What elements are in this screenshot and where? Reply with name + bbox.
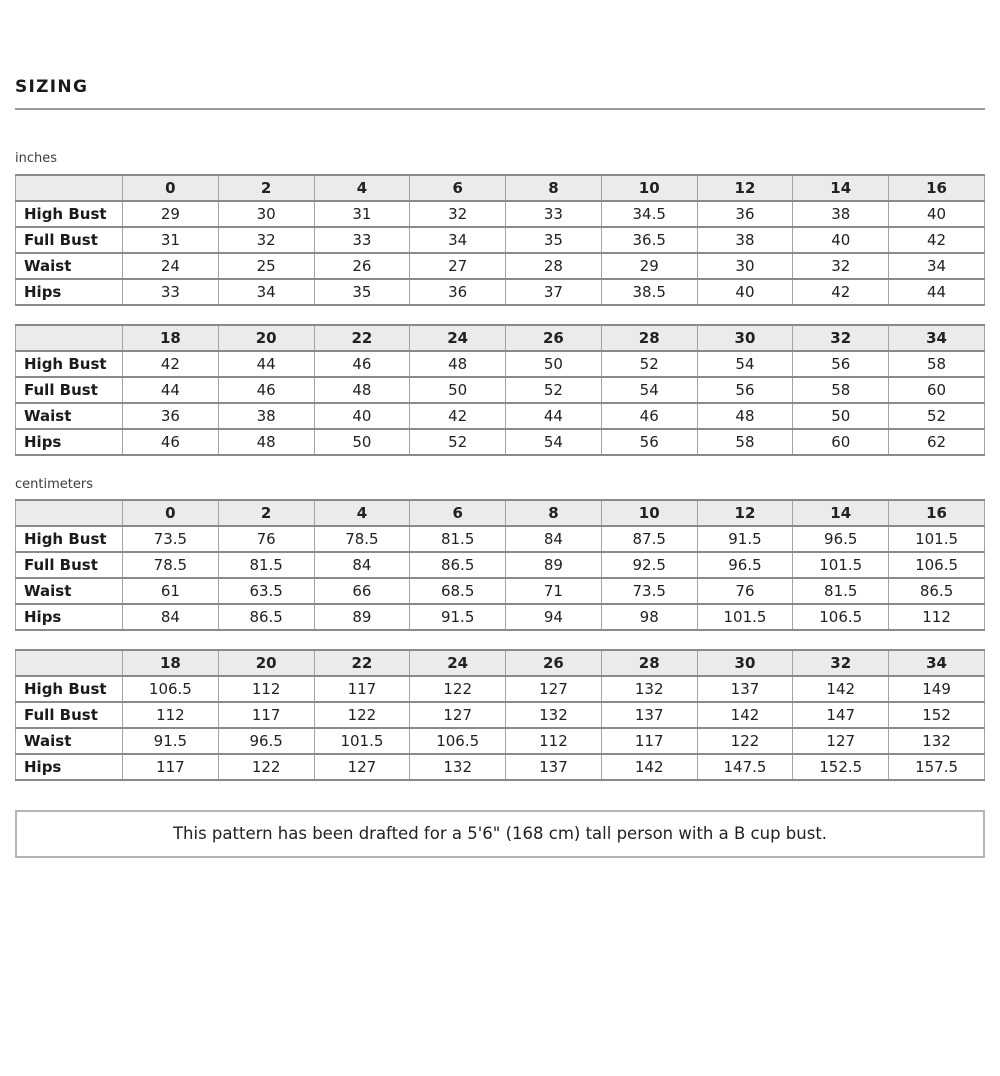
size-header-row [16, 175, 985, 201]
measurement-label: High Bust [16, 676, 123, 702]
measurement-value: 58 [697, 429, 793, 455]
measurement-value: 117 [314, 676, 410, 702]
measurement-value: 78.5 [123, 552, 219, 578]
measurement-value: 81.5 [218, 552, 314, 578]
measurement-value: 106.5 [123, 676, 219, 702]
page-title: SIZING [15, 77, 89, 97]
measurement-row [16, 279, 985, 305]
measurement-label: Full Bust [16, 702, 123, 728]
measurement-row [16, 227, 985, 253]
measurement-row [16, 403, 985, 429]
measurement-value: 58 [793, 377, 889, 403]
measurement-value: 86.5 [410, 552, 506, 578]
measurement-value: 56 [697, 377, 793, 403]
measurement-row [16, 377, 985, 403]
measurement-value: 40 [314, 403, 410, 429]
measurement-value: 38 [793, 201, 889, 227]
measurement-value: 32 [410, 201, 506, 227]
measurement-value: 127 [410, 702, 506, 728]
size-column-header: 26 [506, 325, 602, 351]
title-divider [15, 108, 985, 110]
size-column-header: 22 [314, 325, 410, 351]
measurement-value: 50 [793, 403, 889, 429]
measurement-value: 48 [697, 403, 793, 429]
measurement-value: 34 [889, 253, 985, 279]
measurement-value: 38 [697, 227, 793, 253]
measurement-value: 73.5 [601, 578, 697, 604]
measurement-value: 76 [218, 526, 314, 552]
measurement-value: 61 [123, 578, 219, 604]
measurement-value: 50 [506, 351, 602, 377]
measurement-value: 127 [314, 754, 410, 780]
size-header-row [16, 650, 985, 676]
measurement-value: 56 [793, 351, 889, 377]
measurement-value: 96.5 [218, 728, 314, 754]
measurement-value: 117 [601, 728, 697, 754]
measurement-row [16, 201, 985, 227]
measurement-value: 132 [506, 702, 602, 728]
size-column-header: 12 [697, 175, 793, 201]
measurement-value: 142 [601, 754, 697, 780]
size-column-header: 12 [697, 500, 793, 526]
measurement-value: 101.5 [889, 526, 985, 552]
measurement-label: High Bust [16, 526, 123, 552]
size-column-header: 28 [601, 650, 697, 676]
measurement-value: 101.5 [793, 552, 889, 578]
measurement-value: 46 [123, 429, 219, 455]
measurement-row [16, 676, 985, 702]
sizing-page [0, 76, 1000, 858]
sizing-table-inches-sizes-0-16 [15, 174, 985, 306]
measurement-value: 101.5 [314, 728, 410, 754]
measurement-value: 152.5 [793, 754, 889, 780]
unit-label-centimeters: centimeters [15, 476, 93, 492]
size-column-header: 16 [889, 175, 985, 201]
measurement-label: Full Bust [16, 377, 123, 403]
size-column-header: 34 [889, 650, 985, 676]
measurement-value: 40 [793, 227, 889, 253]
measurement-label: Waist [16, 403, 123, 429]
measurement-value: 36 [123, 403, 219, 429]
unit-label-inches: inches [15, 150, 58, 166]
measurement-value: 106.5 [410, 728, 506, 754]
measurement-value: 48 [410, 351, 506, 377]
measurement-row [16, 526, 985, 552]
measurement-value: 27 [410, 253, 506, 279]
measurement-value: 52 [889, 403, 985, 429]
measurement-row [16, 728, 985, 754]
measurement-value: 44 [889, 279, 985, 305]
measurement-value: 44 [218, 351, 314, 377]
measurement-row [16, 253, 985, 279]
measurement-value: 89 [314, 604, 410, 630]
measurement-value: 91.5 [697, 526, 793, 552]
measurement-value: 24 [123, 253, 219, 279]
measurement-value: 117 [123, 754, 219, 780]
measurement-value: 36 [410, 279, 506, 305]
measurement-value: 68.5 [410, 578, 506, 604]
measurement-value: 122 [314, 702, 410, 728]
measurement-value: 60 [793, 429, 889, 455]
measurement-label: Waist [16, 728, 123, 754]
size-column-header: 20 [218, 325, 314, 351]
measurement-value: 28 [506, 253, 602, 279]
size-column-header: 10 [601, 175, 697, 201]
measurement-label: Hips [16, 604, 123, 630]
size-column-header: 4 [314, 500, 410, 526]
measurement-value: 52 [506, 377, 602, 403]
size-column-header: 28 [601, 325, 697, 351]
size-column-header: 32 [793, 325, 889, 351]
measurement-value: 50 [410, 377, 506, 403]
measurement-value: 54 [697, 351, 793, 377]
measurement-value: 122 [218, 754, 314, 780]
measurement-value: 112 [123, 702, 219, 728]
measurement-value: 34 [218, 279, 314, 305]
measurement-value: 42 [793, 279, 889, 305]
measurement-value: 54 [506, 429, 602, 455]
measurement-value: 33 [123, 279, 219, 305]
measurement-label: High Bust [16, 351, 123, 377]
size-column-header: 30 [697, 325, 793, 351]
measurement-value: 37 [506, 279, 602, 305]
measurement-value: 91.5 [123, 728, 219, 754]
measurement-value: 52 [410, 429, 506, 455]
corner-cell [16, 175, 123, 201]
measurement-value: 81.5 [793, 578, 889, 604]
measurement-value: 60 [889, 377, 985, 403]
measurement-label: Hips [16, 279, 123, 305]
measurement-value: 132 [601, 676, 697, 702]
measurement-value: 35 [314, 279, 410, 305]
size-column-header: 6 [410, 175, 506, 201]
measurement-value: 127 [793, 728, 889, 754]
measurement-value: 112 [218, 676, 314, 702]
measurement-value: 142 [793, 676, 889, 702]
measurement-value: 25 [218, 253, 314, 279]
size-column-header: 6 [410, 500, 506, 526]
size-column-header: 24 [410, 650, 506, 676]
measurement-value: 84 [506, 526, 602, 552]
corner-cell [16, 650, 123, 676]
measurement-row [16, 578, 985, 604]
measurement-value: 76 [697, 578, 793, 604]
sizing-table-inches-sizes-18-34 [15, 324, 985, 456]
measurement-value: 36.5 [601, 227, 697, 253]
size-column-header: 2 [218, 175, 314, 201]
measurement-value: 127 [506, 676, 602, 702]
measurement-value: 46 [314, 351, 410, 377]
measurement-value: 26 [314, 253, 410, 279]
size-column-header: 34 [889, 325, 985, 351]
measurement-value: 96.5 [697, 552, 793, 578]
size-column-header: 14 [793, 175, 889, 201]
measurement-value: 48 [218, 429, 314, 455]
measurement-row [16, 552, 985, 578]
measurement-value: 38 [218, 403, 314, 429]
measurement-label: Full Bust [16, 552, 123, 578]
measurement-label: Hips [16, 429, 123, 455]
measurement-value: 78.5 [314, 526, 410, 552]
measurement-value: 31 [123, 227, 219, 253]
drafting-note [15, 810, 985, 858]
measurement-value: 152 [889, 702, 985, 728]
measurement-value: 122 [697, 728, 793, 754]
measurement-value: 73.5 [123, 526, 219, 552]
drafting-note-text: This pattern has been drafted for a 5'6" (168 cm) tall person with a B cup bust. [172, 824, 828, 844]
measurement-value: 29 [601, 253, 697, 279]
measurement-value: 63.5 [218, 578, 314, 604]
sizing-table-centimeters-sizes-0-16 [15, 499, 985, 631]
measurement-label: Hips [16, 754, 123, 780]
measurement-value: 50 [314, 429, 410, 455]
size-column-header: 4 [314, 175, 410, 201]
measurement-value: 101.5 [697, 604, 793, 630]
measurement-label: High Bust [16, 201, 123, 227]
measurement-value: 122 [410, 676, 506, 702]
measurement-value: 137 [601, 702, 697, 728]
measurement-value: 112 [889, 604, 985, 630]
measurement-value: 40 [697, 279, 793, 305]
size-column-header: 26 [506, 650, 602, 676]
measurement-row [16, 351, 985, 377]
measurement-value: 92.5 [601, 552, 697, 578]
size-column-header: 20 [218, 650, 314, 676]
size-column-header: 18 [123, 325, 219, 351]
measurement-value: 117 [218, 702, 314, 728]
measurement-value: 30 [218, 201, 314, 227]
measurement-value: 42 [889, 227, 985, 253]
measurement-value: 42 [410, 403, 506, 429]
corner-cell [16, 325, 123, 351]
measurement-value: 52 [601, 351, 697, 377]
size-column-header: 30 [697, 650, 793, 676]
measurement-value: 86.5 [889, 578, 985, 604]
measurement-value: 33 [506, 201, 602, 227]
measurement-value: 30 [697, 253, 793, 279]
measurement-value: 149 [889, 676, 985, 702]
measurement-value: 142 [697, 702, 793, 728]
measurement-value: 31 [314, 201, 410, 227]
measurement-value: 147.5 [697, 754, 793, 780]
measurement-value: 157.5 [889, 754, 985, 780]
measurement-value: 96.5 [793, 526, 889, 552]
size-column-header: 14 [793, 500, 889, 526]
measurement-value: 32 [218, 227, 314, 253]
measurement-value: 36 [697, 201, 793, 227]
measurement-row [16, 702, 985, 728]
size-column-header: 2 [218, 500, 314, 526]
sizing-table-centimeters-sizes-18-34 [15, 649, 985, 781]
measurement-value: 94 [506, 604, 602, 630]
measurement-value: 106.5 [889, 552, 985, 578]
measurement-value: 46 [218, 377, 314, 403]
measurement-value: 40 [889, 201, 985, 227]
size-column-header: 18 [123, 650, 219, 676]
measurement-value: 35 [506, 227, 602, 253]
size-column-header: 8 [506, 175, 602, 201]
measurement-value: 62 [889, 429, 985, 455]
size-column-header: 0 [123, 175, 219, 201]
measurement-value: 34.5 [601, 201, 697, 227]
measurement-value: 87.5 [601, 526, 697, 552]
size-column-header: 24 [410, 325, 506, 351]
size-column-header: 0 [123, 500, 219, 526]
measurement-value: 132 [410, 754, 506, 780]
measurement-value: 34 [410, 227, 506, 253]
measurement-value: 112 [506, 728, 602, 754]
measurement-value: 32 [793, 253, 889, 279]
measurement-row [16, 754, 985, 780]
measurement-value: 56 [601, 429, 697, 455]
measurement-value: 44 [506, 403, 602, 429]
measurement-label: Waist [16, 253, 123, 279]
measurement-value: 42 [123, 351, 219, 377]
measurement-value: 71 [506, 578, 602, 604]
size-column-header: 8 [506, 500, 602, 526]
measurement-value: 38.5 [601, 279, 697, 305]
measurement-value: 33 [314, 227, 410, 253]
measurement-value: 81.5 [410, 526, 506, 552]
size-column-header: 10 [601, 500, 697, 526]
size-header-row [16, 325, 985, 351]
measurement-value: 84 [123, 604, 219, 630]
measurement-value: 86.5 [218, 604, 314, 630]
measurement-value: 66 [314, 578, 410, 604]
measurement-value: 48 [314, 377, 410, 403]
size-column-header: 22 [314, 650, 410, 676]
measurement-value: 44 [123, 377, 219, 403]
measurement-row [16, 604, 985, 630]
corner-cell [16, 500, 123, 526]
measurement-value: 137 [506, 754, 602, 780]
measurement-label: Waist [16, 578, 123, 604]
measurement-value: 147 [793, 702, 889, 728]
measurement-value: 98 [601, 604, 697, 630]
measurement-value: 106.5 [793, 604, 889, 630]
measurement-value: 84 [314, 552, 410, 578]
measurement-value: 54 [601, 377, 697, 403]
measurement-value: 91.5 [410, 604, 506, 630]
measurement-value: 137 [697, 676, 793, 702]
measurement-label: Full Bust [16, 227, 123, 253]
size-header-row [16, 500, 985, 526]
measurement-value: 29 [123, 201, 219, 227]
measurement-row [16, 429, 985, 455]
size-column-header: 16 [889, 500, 985, 526]
measurement-value: 46 [601, 403, 697, 429]
measurement-value: 132 [889, 728, 985, 754]
size-column-header: 32 [793, 650, 889, 676]
measurement-value: 89 [506, 552, 602, 578]
measurement-value: 58 [889, 351, 985, 377]
